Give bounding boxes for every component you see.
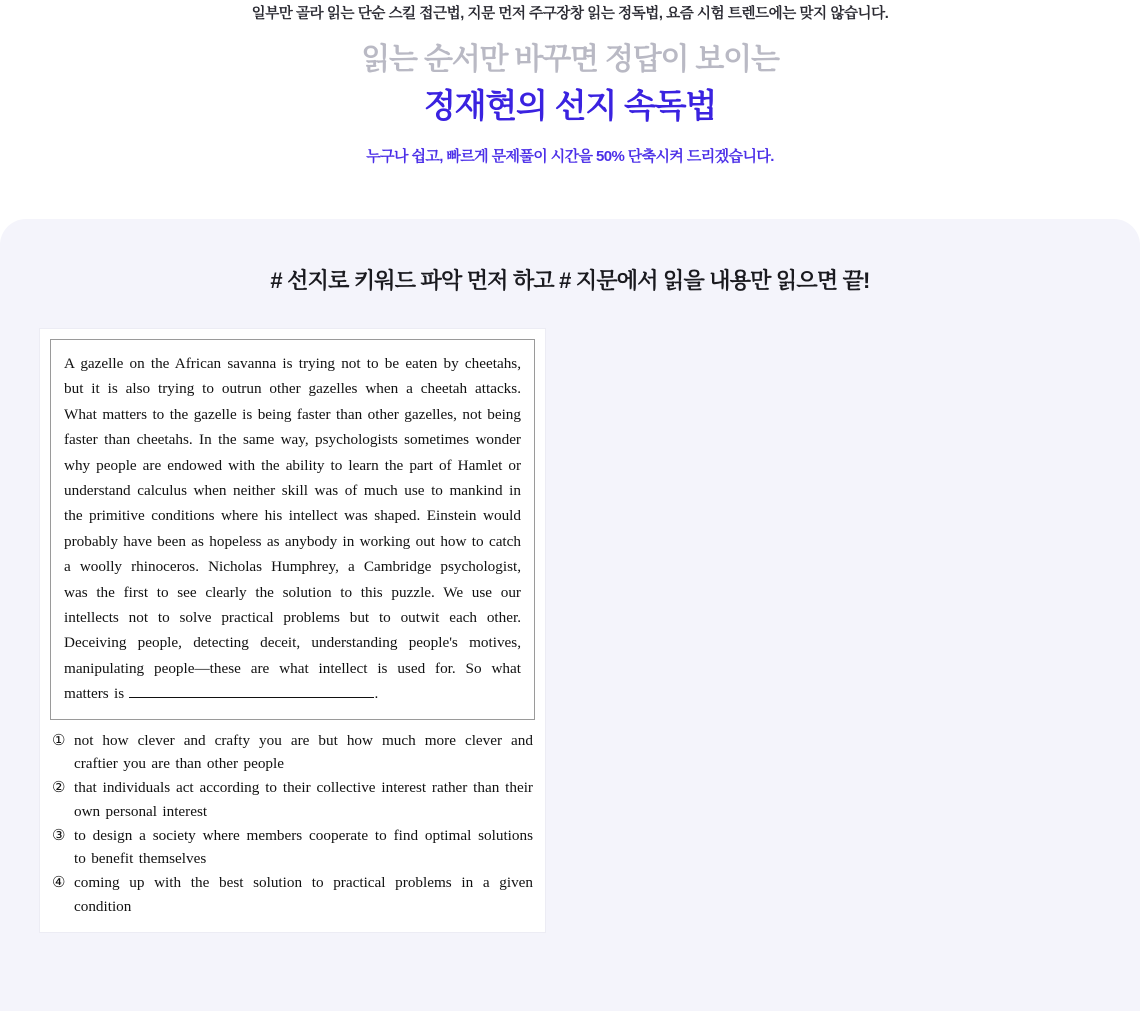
choice-text: coming up with the best solution to practical problems in a given condition xyxy=(74,873,533,915)
exam-problem-image xyxy=(40,329,545,932)
choice-number: ② xyxy=(52,779,66,797)
page-title-line-2: 정재현의 선지 속독법 xyxy=(423,86,717,124)
page-title-line-1: 읽는 순서만 바꾸면 정답이 보이는 xyxy=(361,43,779,77)
header-subtitle: 누구나 쉽고, 빠르게 문제풀이 시간을 50% 단축시켜 드리겠습니다. xyxy=(366,147,774,165)
list-item[interactable] xyxy=(52,871,533,918)
passage-text-part-1: A gazelle on the African savanna is trying not to be eaten by cheetahs, but it is also trying to outrun other gazelles when a cheetah attacks. What matters to the gazelle is being faster than other gazelles, not being faster than cheetahs. In the same way, psychologists sometimes wonder why people are endowed with the ability to learn the part of Hamlet or understand calculus when neither skill was of much use to mankind in the primitive conditions where his intellect was shaped. Einstein would probably have been as hopeless as anybody in working out how to catch a woolly rhinoceros. Nicholas Humphrey, a Cambridge psychologist, was the first to see clearly the solution to this puzzle. We use our intellects not to solve practical problems but to outwit each other. Deceiving people, detecting deceit, understanding people's motives, manipulating people—these are what intellect is used for. So what matters is xyxy=(64,355,521,703)
card-heading: # 선지로 키워드 파악 먼저 하고 # 지문에서 읽을 내용만 읽으면 끝! xyxy=(270,268,870,293)
passage-text-part-2: . xyxy=(374,685,379,703)
choice-number: ① xyxy=(52,731,66,749)
choice-text: not how clever and crafty you are but how much more clever and craftier you are than other people xyxy=(74,731,533,773)
header-eyebrow: 일부만 골라 읽는 단순 스킬 접근법, 지문 먼저 주구장창 읽는 정독법, 요즘 시험 트렌드에는 맞지 않습니다. xyxy=(251,6,889,22)
list-item[interactable] xyxy=(52,776,533,823)
choice-number: ③ xyxy=(52,826,66,844)
choice-text: that individuals act according to their collective interest rather than their own personal interest xyxy=(74,779,533,820)
content-card xyxy=(0,219,1140,1011)
list-item[interactable] xyxy=(52,729,533,776)
passage-text xyxy=(64,351,521,707)
list-item[interactable] xyxy=(52,824,533,871)
choice-text: to design a society where members cooperate to find optimal solutions to benefit themselves xyxy=(74,826,533,868)
passage-box xyxy=(50,339,535,720)
answer-blank xyxy=(129,683,374,698)
choice-number: ④ xyxy=(52,873,66,891)
choice-list xyxy=(52,729,533,919)
page-header xyxy=(0,0,1140,166)
